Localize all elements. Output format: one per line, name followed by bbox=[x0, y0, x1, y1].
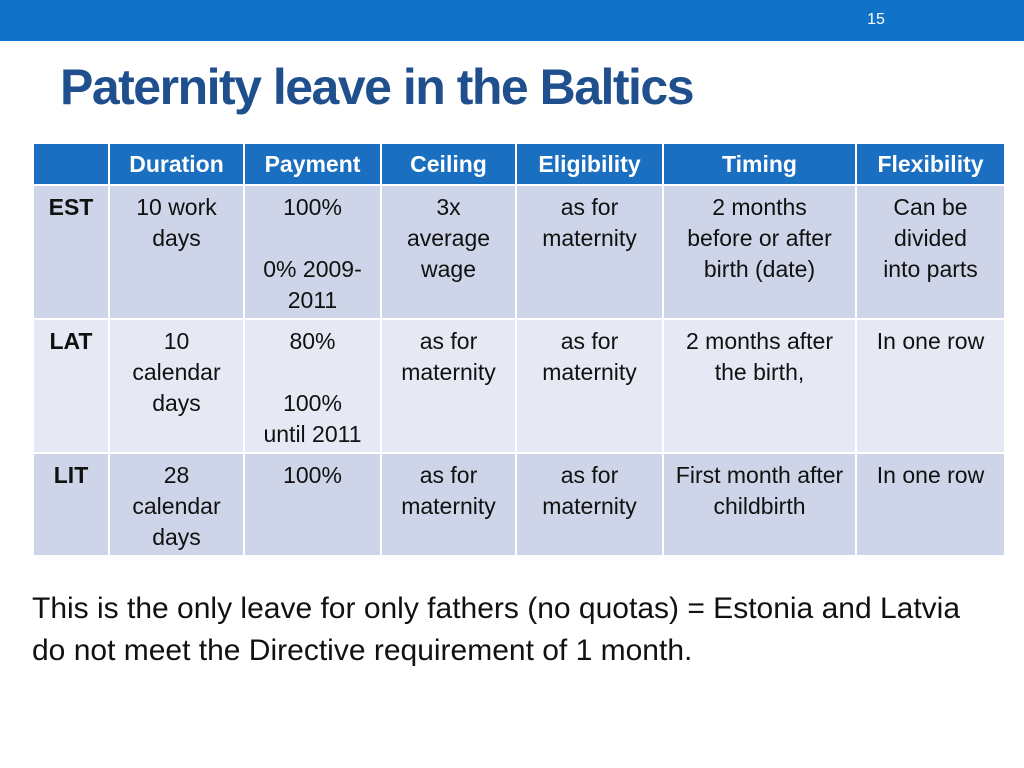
payment-cell bbox=[245, 320, 380, 452]
slide-title: Paternity leave in the Baltics bbox=[60, 59, 694, 115]
flexibility-text: In one row bbox=[876, 328, 985, 354]
ceiling-text: 3x average wage bbox=[406, 194, 491, 282]
duration-cell bbox=[110, 186, 243, 318]
flexibility-cell bbox=[857, 454, 1004, 555]
timing-cell bbox=[664, 320, 855, 452]
ceiling-cell bbox=[382, 454, 515, 555]
payment-line-1: 80% bbox=[289, 328, 336, 354]
ceiling-text: as for maternity bbox=[401, 328, 496, 385]
duration-text: 10 work days bbox=[136, 194, 217, 251]
country-cell: LAT bbox=[34, 320, 108, 452]
timing-text: 2 months before or after birth (date) bbox=[687, 194, 832, 282]
flexibility-cell bbox=[857, 320, 1004, 452]
flexibility-text: Can be divided into parts bbox=[883, 194, 978, 282]
timing-text: First month after childbirth bbox=[675, 462, 844, 519]
header-cell-eligibility: Eligibility bbox=[517, 144, 662, 184]
timing-cell bbox=[664, 454, 855, 555]
eligibility-text: as for maternity bbox=[542, 462, 637, 519]
timing-cell bbox=[664, 186, 855, 318]
eligibility-cell bbox=[517, 186, 662, 318]
table-row-est bbox=[34, 186, 1004, 318]
timing-text: 2 months after the birth, bbox=[685, 328, 834, 385]
paternity-leave-table bbox=[32, 142, 1006, 557]
flexibility-text: In one row bbox=[876, 462, 985, 488]
payment-line-2: 0% 2009-2011 bbox=[263, 256, 362, 313]
table-row-lat bbox=[34, 320, 1004, 452]
duration-cell bbox=[110, 320, 243, 452]
payment-line-1: 100% bbox=[283, 194, 342, 220]
country-cell: EST bbox=[34, 186, 108, 318]
ceiling-cell bbox=[382, 186, 515, 318]
country-cell: LIT bbox=[34, 454, 108, 555]
payment-cell bbox=[245, 454, 380, 555]
header-cell-country bbox=[34, 144, 108, 184]
payment-line-1: 100% bbox=[283, 462, 342, 488]
header-cell-timing: Timing bbox=[664, 144, 855, 184]
duration-text: 28 calendar days bbox=[132, 462, 221, 550]
payment-gap bbox=[249, 223, 376, 254]
payment-cell bbox=[245, 186, 380, 318]
header-cell-payment: Payment bbox=[245, 144, 380, 184]
slide-number: 15 bbox=[867, 11, 885, 28]
ceiling-text: as for maternity bbox=[401, 462, 496, 519]
ceiling-cell bbox=[382, 320, 515, 452]
header-cell-ceiling: Ceiling bbox=[382, 144, 515, 184]
payment-gap bbox=[249, 357, 376, 388]
eligibility-text: as for maternity bbox=[542, 194, 637, 251]
footnote-text: This is the only leave for only fathers (no quotas) = Estonia and Latvia do not meet the Directive requirement of 1 month. bbox=[32, 592, 961, 667]
header-cell-flexibility: Flexibility bbox=[857, 144, 1004, 184]
header-cell-duration: Duration bbox=[110, 144, 243, 184]
top-bar bbox=[0, 0, 1024, 41]
table-row-lit bbox=[34, 454, 1004, 555]
eligibility-cell bbox=[517, 320, 662, 452]
table-header-row bbox=[34, 144, 1004, 184]
eligibility-text: as for maternity bbox=[542, 328, 637, 385]
duration-cell bbox=[110, 454, 243, 555]
duration-text: 10 calendar days bbox=[132, 328, 221, 416]
flexibility-cell bbox=[857, 186, 1004, 318]
eligibility-cell bbox=[517, 454, 662, 555]
payment-line-2: 100% until 2011 bbox=[263, 390, 362, 447]
